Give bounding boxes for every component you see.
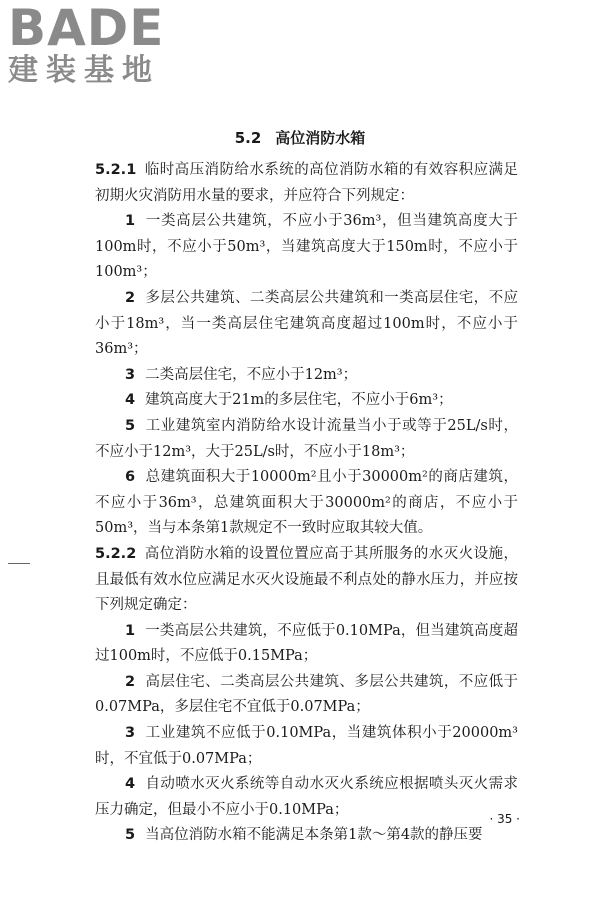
item-number: 2: [125, 673, 136, 690]
logo-wordmark: BADE: [8, 0, 165, 57]
item-number: 1: [125, 622, 136, 639]
bade-logo: [8, 2, 164, 88]
clause-5-2-1-item-1: [95, 209, 518, 286]
item-text: 多层公共建筑、二类高层公共建筑和一类高层住宅，不应小于18m³，当一类高层住宅建筑高度超过100m时，不应小于36m³；: [95, 289, 518, 358]
item-number: 4: [125, 392, 136, 409]
logo-subtitle: 建装基地: [8, 53, 160, 88]
clause-5-2-2-intro: [95, 542, 518, 619]
item-text: 工业建筑不应低于0.10MPa，当建筑体积小于20000m³时，不宜低于0.07MPa；: [95, 725, 518, 767]
item-text: 二类高层住宅，不应小于12m³；: [145, 366, 358, 383]
item-number: 2: [125, 289, 136, 306]
clause-number: 5.2.2: [95, 545, 137, 562]
section-title: 高位消防水箱: [275, 129, 366, 147]
clause-5-2-2-item-3: [95, 721, 518, 772]
clause-5-2-1-item-2: [95, 286, 518, 363]
item-number: 4: [125, 776, 136, 793]
item-number: 5: [125, 827, 136, 844]
clause-5-2-1-item-6: [95, 465, 518, 542]
section-number: 5.2: [234, 129, 262, 147]
item-text: 总建筑面积大于10000m²且小于30000m²的商店建筑，不应小于36m³，总建筑面积大于30000m²的商店，不应小于50m³，当与本条第1款规定不一致时应取其较大值。: [95, 469, 518, 537]
item-number: 6: [125, 469, 136, 486]
item-text: 一类高层公共建筑，不应低于0.10MPa，但当建筑高度超过100m时，不应低于0.15MPa；: [95, 622, 518, 665]
margin-mark: [8, 563, 30, 564]
section-heading: [0, 127, 600, 148]
item-text: 一类高层公共建筑，不应小于36m³，但当建筑高度大于100m时，不应小于50m³，当建筑高度大于150m时，不应小于100m³；: [95, 213, 518, 281]
clause-5-2-1-intro: [95, 158, 518, 209]
clause-5-2-1-item-5: [95, 414, 518, 465]
item-text: 自动喷水灭火系统等自动水灭火系统应根据喷头灭火需求压力确定，但最小不应小于0.10MPa；: [95, 776, 518, 818]
document-body: [95, 158, 518, 849]
clause-text: 高位消防水箱的设置位置应高于其所服务的水灭火设施，且最低有效水位应满足水灭火设施最不利点处的静水压力，并应按下列规定确定：: [95, 545, 518, 614]
clause-5-2-1-item-3: [95, 363, 518, 389]
item-text: 当高位消防水箱不能满足本条第1款～第4款的静压要: [145, 827, 483, 844]
clause-text: 临时高压消防给水系统的高位消防水箱的有效容积应满足初期火灾消防用水量的要求，并应符合下列规定：: [95, 162, 518, 204]
clause-5-2-2-item-2: [95, 670, 518, 721]
page-number: · 35 ·: [489, 812, 520, 826]
item-text: 建筑高度大于21m的多层住宅，不应小于6m³；: [145, 392, 453, 409]
clause-5-2-2-item-5: [95, 823, 518, 849]
clause-5-2-1-item-4: [95, 388, 518, 414]
item-text: 工业建筑室内消防给水设计流量当小于或等于25L/s时，不应小于12m³，大于25L/s时，不应小于18m³；: [95, 417, 518, 460]
item-number: 5: [125, 417, 136, 434]
clause-number: 5.2.1: [95, 162, 137, 178]
clause-5-2-2-item-1: [95, 619, 518, 670]
item-number: 3: [125, 366, 136, 383]
item-number: 3: [125, 725, 136, 742]
item-text: 高层住宅、二类高层公共建筑、多层公共建筑，不应低于0.07MPa，多层住宅不宜低于0.07MPa；: [95, 673, 518, 716]
item-number: 1: [125, 213, 136, 230]
